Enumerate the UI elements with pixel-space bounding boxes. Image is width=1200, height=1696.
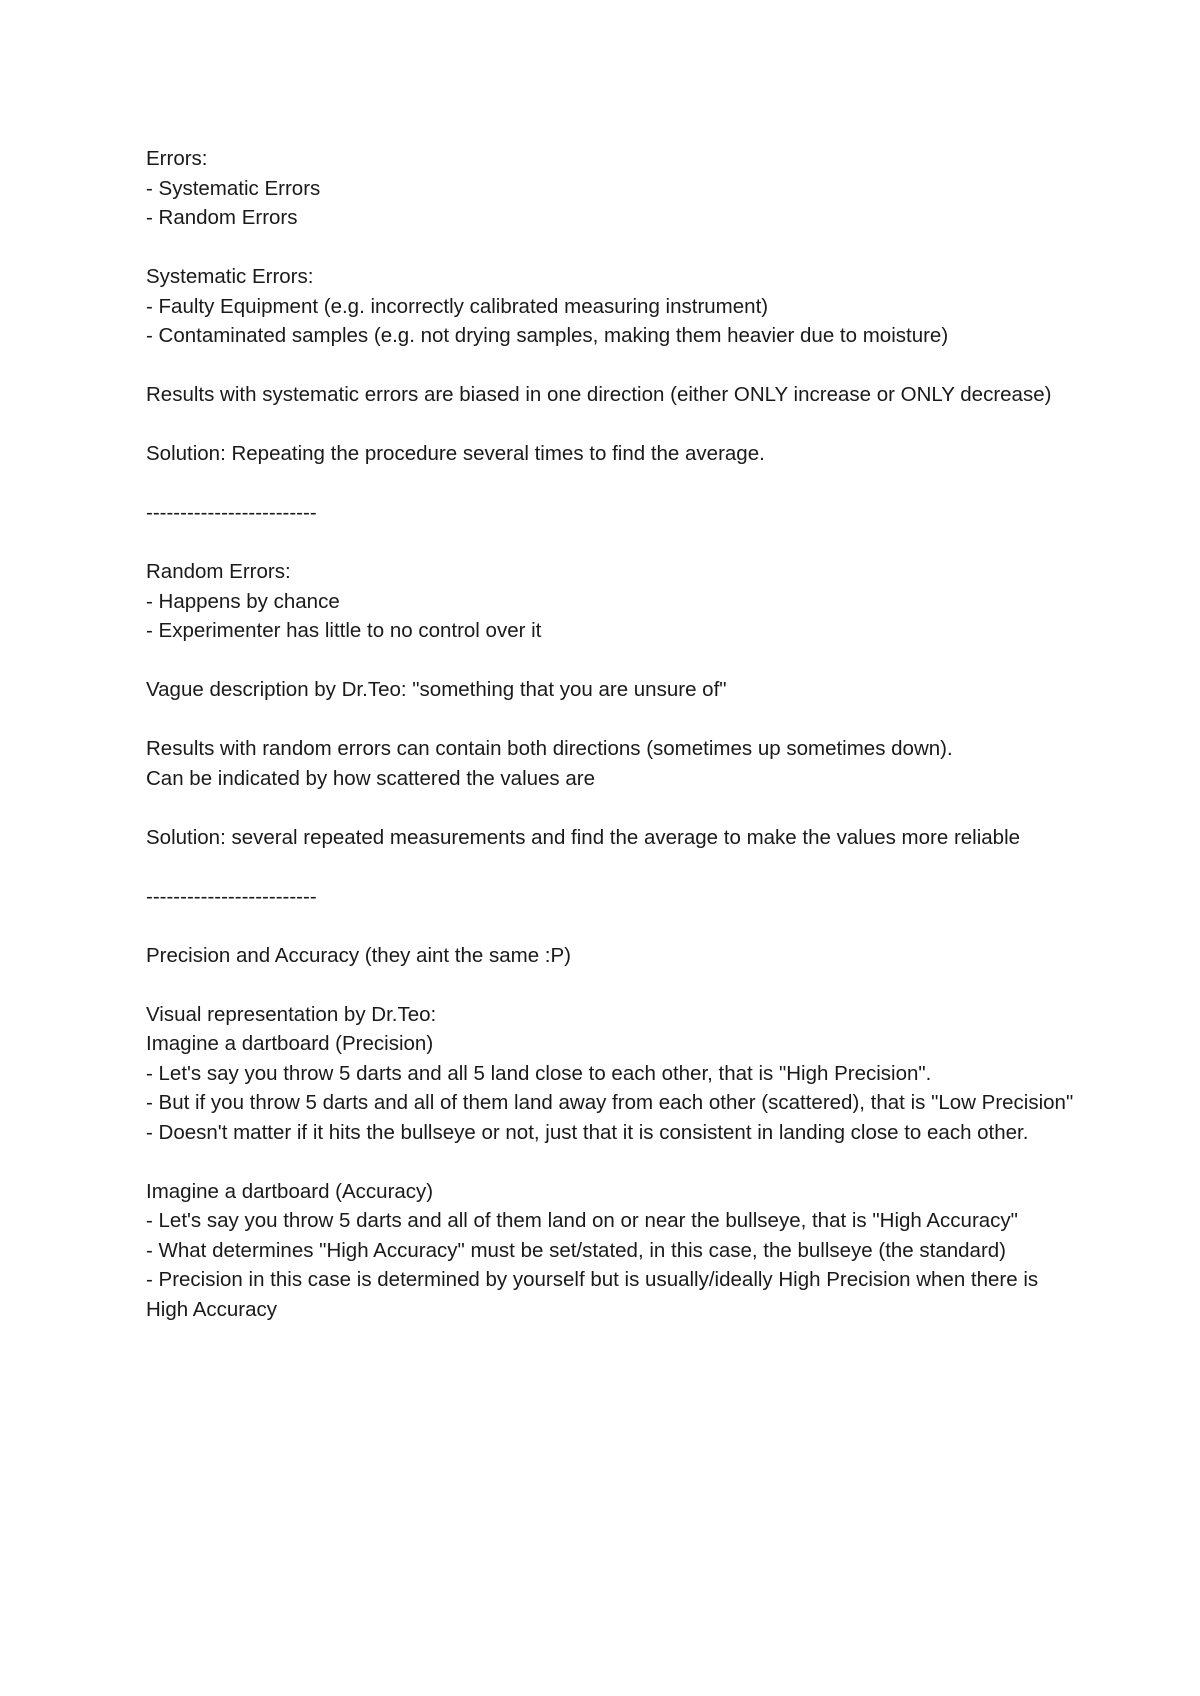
text-line: -------------------------: [146, 501, 317, 524]
text-line: Vague description by Dr.Teo: "something that you are unsure of": [146, 678, 727, 701]
text-line: Random Errors:: [146, 560, 291, 583]
text-line: - Let's say you throw 5 darts and all of them land on or near the bullseye, that is "High Accuracy": [146, 1209, 1018, 1232]
document-content: [146, 144, 1076, 1354]
text-line: - Doesn't matter if it hits the bullseye or not, just that it is consistent in landing close to each other.: [146, 1120, 1029, 1144]
accuracy-explanation: [146, 1177, 1076, 1325]
text-line: - But if you throw 5 darts and all of them land away from each other (scattered), that is "Low Precision": [146, 1091, 1074, 1114]
text-line: - Random Errors: [146, 206, 298, 229]
random-errors-results: [146, 734, 1076, 793]
text-line: Imagine a dartboard (Precision): [146, 1032, 434, 1055]
random-errors-solution: [146, 823, 1076, 853]
text-line: Errors:: [146, 147, 208, 170]
section-divider: [146, 498, 1076, 528]
text-line: - Happens by chance: [146, 589, 340, 613]
text-line: - What determines "High Accuracy" must be set/stated, in this case, the bullseye (the standard): [146, 1238, 1007, 1262]
text-line: - Systematic Errors: [146, 176, 321, 200]
text-line: Results with random errors can contain both directions (sometimes up sometimes down).: [146, 737, 953, 760]
text-line: - Faulty Equipment (e.g. incorrectly calibrated measuring instrument): [146, 294, 769, 318]
text-line: Systematic Errors:: [146, 265, 314, 288]
systematic-errors-list: [146, 262, 1076, 351]
text-line: Imagine a dartboard (Accuracy): [146, 1179, 434, 1203]
text-line: Solution: Repeating the procedure several times to find the average.: [146, 442, 765, 465]
text-line: - Let's say you throw 5 darts and all 5 land close to each other, that is "High Precision".: [146, 1061, 932, 1085]
section-divider: [146, 882, 1076, 912]
systematic-errors-bias: [146, 380, 1076, 410]
systematic-errors-solution: [146, 439, 1076, 469]
text-line: - Contaminated samples (e.g. not drying samples, making them heavier due to moisture): [146, 324, 949, 347]
text-line: - Experimenter has little to no control over it: [146, 619, 542, 642]
text-line: Precision and Accuracy (they aint the same :P): [146, 943, 572, 967]
text-line: Solution: several repeated measurements and find the average to make the values more reliable: [146, 825, 1021, 849]
random-errors-list: [146, 557, 1076, 646]
text-line: Results with systematic errors are biased in one direction (either ONLY increase or ONLY decrease): [146, 383, 1052, 406]
text-line: Can be indicated by how scattered the values are: [146, 766, 595, 790]
random-errors-description: [146, 675, 1076, 705]
text-line: - Precision in this case is determined by yourself but is usually/ideally High Precision when there is High Accuracy: [146, 1268, 1039, 1321]
precision-accuracy-heading: [146, 941, 1076, 971]
text-line: Visual representation by Dr.Teo:: [146, 1002, 437, 1026]
text-line: -------------------------: [146, 884, 317, 908]
precision-explanation: [146, 1000, 1076, 1148]
errors-overview: [146, 144, 1076, 233]
